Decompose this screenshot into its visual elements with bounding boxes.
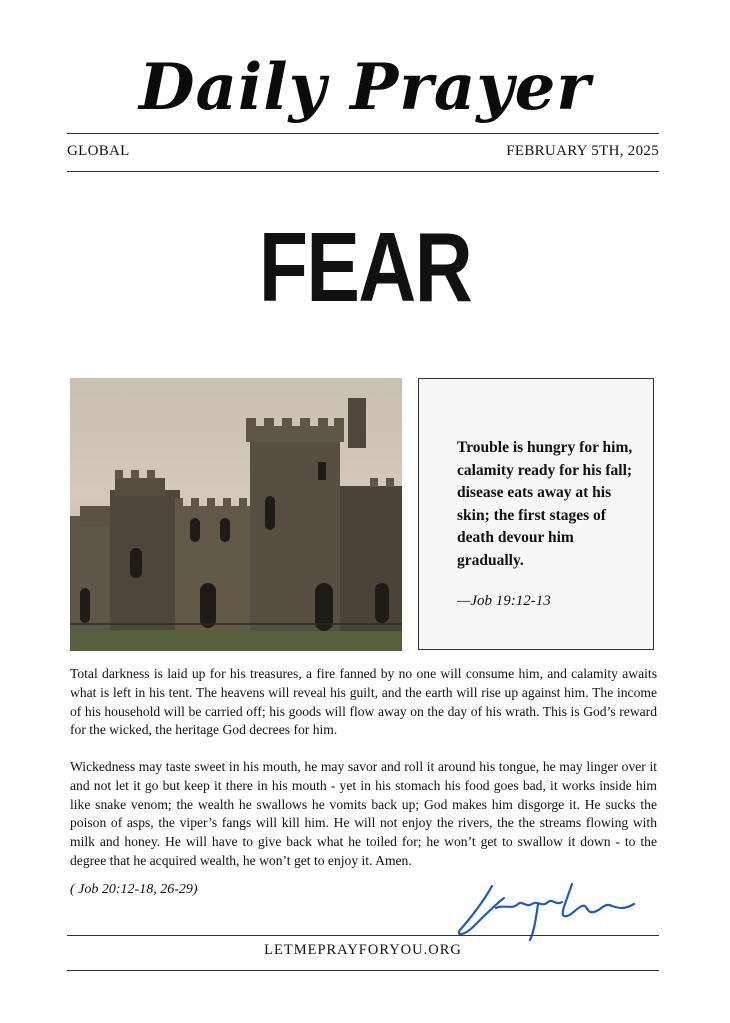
quote-text: Trouble is hungry for him, calamity ready for his fall; disease eats away at his skin; the first stages of death devour him gradually.	[457, 439, 633, 569]
quote-box	[418, 378, 654, 650]
date-label: FEBRUARY 5TH, 2025	[506, 143, 659, 159]
footer-top-rule	[67, 935, 659, 936]
quote-citation: —Job 19:12-13	[457, 593, 551, 609]
region-label: GLOBAL	[67, 143, 130, 159]
signature	[452, 874, 642, 944]
dateline-rule	[67, 171, 659, 172]
top-rule	[67, 133, 659, 134]
headline: FEAR	[258, 212, 472, 322]
castle-photo	[70, 378, 402, 651]
body-paragraph-1: Total darkness is laid up for his treasures, a fire fanned by no one will consume him, and calamity awaits what is left in his tent. The heavens will reveal his guilt, and the earth will rise up against him. The income of his household will be carried off; his goods will flow away on the day of his wrath. This is God’s reward for the wicked, the heritage God decrees for him.	[70, 666, 657, 738]
masthead-title: Daily Prayer	[139, 50, 591, 125]
footer-site: LETMEPRAYFORYOU.ORG	[264, 942, 462, 958]
dateline	[67, 143, 659, 160]
scripture-reference: ( Job 20:12-18, 26-29)	[70, 882, 198, 897]
body-paragraph-2: Wickedness may taste sweet in his mouth, he may savor and roll it around his tongue, he may linger over it and not let it go but keep it there in his mouth - yet in his stomach his food goes bad, it works inside him like snake venom; the wealth he swallows he vomits back up; God makes him disgorge it. He sucks the poison of asps, the viper’s fangs will kill him. He will not enjoy the rivers, the the streams flowing with milk and honey. He will have to give back what he toiled for; he won’t get to swallow it down - to the degree that he acquired wealth, he won’t get to enjoy it. Amen.	[70, 759, 657, 868]
footer-bottom-rule	[67, 970, 659, 971]
